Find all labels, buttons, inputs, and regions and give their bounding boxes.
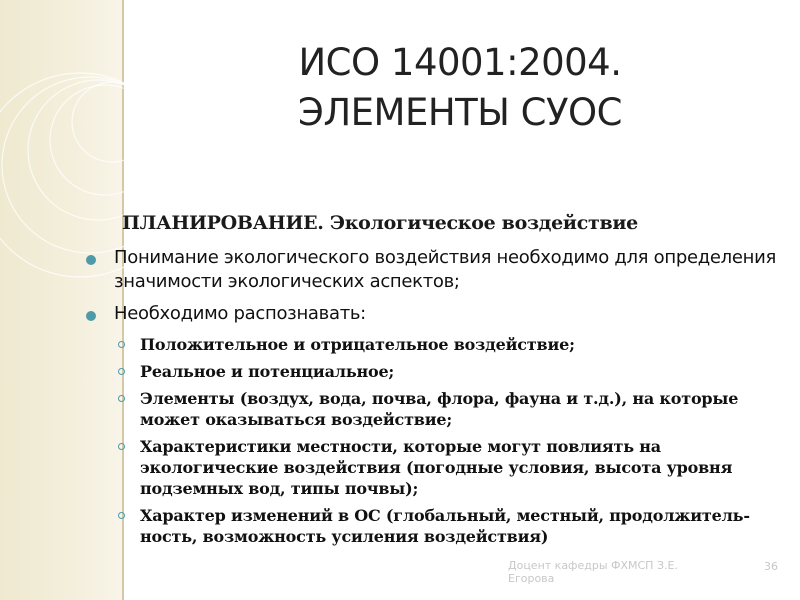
- bullet-text: Понимание экологического воздействия необходимо для определения значимости экологических аспектов;: [114, 247, 777, 292]
- bullet-item: [84, 246, 784, 294]
- ring-bullet-icon: [118, 368, 125, 375]
- bullet-dot-icon: [86, 311, 96, 321]
- bullet-item: [84, 302, 784, 326]
- ring-bullet-icon: [118, 443, 125, 450]
- subbullet-item: [84, 505, 784, 547]
- subbullet-item: [84, 388, 784, 430]
- bullet-text: Необходимо распознавать:: [114, 303, 366, 324]
- ring-bullet-icon: [118, 512, 125, 519]
- subbullet-text: Характер изменений в ОС (глобальный, местный, продолжитель-ность, возможность усиления воздействия): [140, 506, 750, 546]
- title-line-1: ИСО 14001:2004.: [298, 41, 622, 84]
- subbullet-text: Положительное и отрицательное воздействие;: [140, 335, 575, 354]
- page-number: 36: [764, 560, 778, 573]
- slide-content: [84, 210, 784, 553]
- subtitle-bold: ПЛАНИРОВАНИЕ.: [122, 212, 324, 234]
- subtitle-rest: Экологическое воздействие: [323, 212, 638, 234]
- subbullet-text: Характеристики местности, которые могут повлиять на экологические воздействия (погодные условия, высота уровня подземных вод, типы почвы);: [140, 437, 733, 498]
- subbullet-item: [84, 436, 784, 499]
- subbullet-text: Элементы (воздух, вода, почва, флора, фауна и т.д.), на которые может оказываться воздействие;: [140, 389, 739, 429]
- footer-author: Доцент кафедры ФХМСП З.Е. Егорова: [508, 559, 678, 585]
- bullet-dot-icon: [86, 255, 96, 265]
- subbullet-text: Реальное и потенциальное;: [140, 362, 395, 381]
- subbullet-item: [84, 361, 784, 382]
- title-line-2: ЭЛЕМЕНТЫ СУОС: [297, 91, 622, 134]
- section-subtitle: [122, 210, 784, 236]
- ring-bullet-icon: [118, 395, 125, 402]
- slide-title: [140, 38, 780, 138]
- ring-bullet-icon: [118, 341, 125, 348]
- subbullet-item: [84, 334, 784, 355]
